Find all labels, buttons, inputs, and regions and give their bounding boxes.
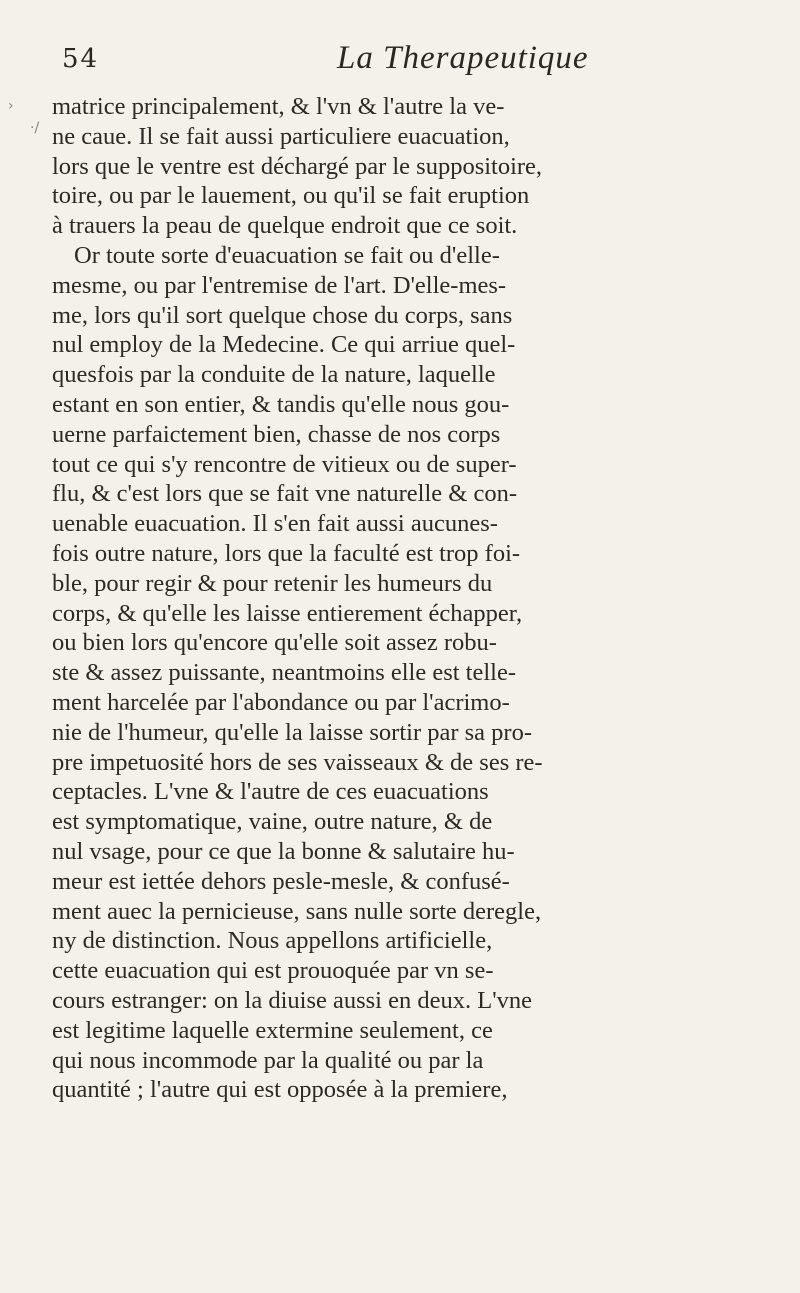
- running-head: La Therapeutique: [337, 40, 589, 76]
- text-line: à trauers la peau de quelque endroit que ce soit.: [52, 212, 518, 240]
- text-line: uerne parfaictement bien, chasse de nos corps: [52, 420, 501, 448]
- text-line: ne caue. Il se fait aussi particuliere euacuation,: [52, 122, 510, 150]
- text-line: cette euacuation qui est prouoquée par vn se-: [52, 957, 494, 985]
- text-line: uenable euacuation. Il s'en fait aussi aucunes-: [52, 510, 498, 538]
- text-line: cours estranger: on la diuise aussi en deux. L'vne: [52, 986, 532, 1014]
- text-line: ceptacles. L'vne & l'autre de ces euacuations: [52, 778, 489, 806]
- text-line: quesfois par la conduite de la nature, laquelle: [52, 361, 496, 389]
- text-line: tout ce qui s'y rencontre de vitieux ou de super-: [52, 450, 517, 478]
- text-line: nul employ de la Medecine. Ce qui arriue quel-: [52, 331, 516, 359]
- text-line: ou bien lors qu'encore qu'elle soit assez robu-: [52, 629, 497, 657]
- text-line: ment harcelée par l'abondance ou par l'acrimo-: [52, 688, 510, 716]
- text-line: pre impetuosité hors de ses vaisseaux & de ses re-: [52, 748, 543, 776]
- body-text: [52, 92, 772, 1105]
- text-line: est legitime laquelle extermine seulement, ce: [52, 1016, 493, 1044]
- text-line: ment auec la pernicieuse, sans nulle sorte deregle,: [52, 897, 542, 925]
- text-line: estant en son entier, & tandis qu'elle nous gou-: [52, 390, 510, 418]
- text-line: matrice principalement, & l'vn & l'autre la ve-: [52, 93, 505, 120]
- text-line: meur est iettée dehors pesle-mesle, & confusé-: [52, 867, 510, 895]
- text-line: mesme, ou par l'entremise de l'art. D'elle-mes-: [52, 271, 507, 299]
- page-number: 54: [62, 44, 100, 74]
- text-line: corps, & qu'elle les laisse entierement échapper,: [52, 599, 523, 627]
- text-line: qui nous incommode par la qualité ou par la: [52, 1046, 484, 1074]
- text-line: me, lors qu'il sort quelque chose du corps, sans: [52, 301, 513, 329]
- margin-mark: ·/: [30, 120, 40, 136]
- text-line: lors que le ventre est déchargé par le suppositoire,: [52, 152, 543, 180]
- text-line: nul vsage, pour ce que la bonne & salutaire hu-: [52, 837, 515, 865]
- text-line: ny de distinction. Nous appellons artificielle,: [52, 927, 493, 955]
- text-line: fois outre nature, lors que la faculté est trop foi-: [52, 539, 521, 567]
- text-line: ste & assez puissante, neantmoins elle est telle-: [52, 659, 517, 687]
- margin-mark: ›: [8, 98, 14, 114]
- text-line: toire, ou par le lauement, ou qu'il se fait eruption: [52, 182, 530, 210]
- text-line: quantité ; l'autre qui est opposée à la premiere,: [52, 1076, 508, 1104]
- text-line: flu, & c'est lors que se fait vne naturelle & con-: [52, 480, 517, 508]
- text-line: ble, pour regir & pour retenir les humeurs du: [52, 569, 493, 597]
- page-header: [62, 40, 722, 90]
- text-line: nie de l'humeur, qu'elle la laisse sortir par sa pro-: [52, 718, 532, 746]
- text-line: Or toute sorte d'euacuation se fait ou d'elle-: [74, 241, 500, 269]
- text-line: est symptomatique, vaine, outre nature, & de: [52, 808, 493, 836]
